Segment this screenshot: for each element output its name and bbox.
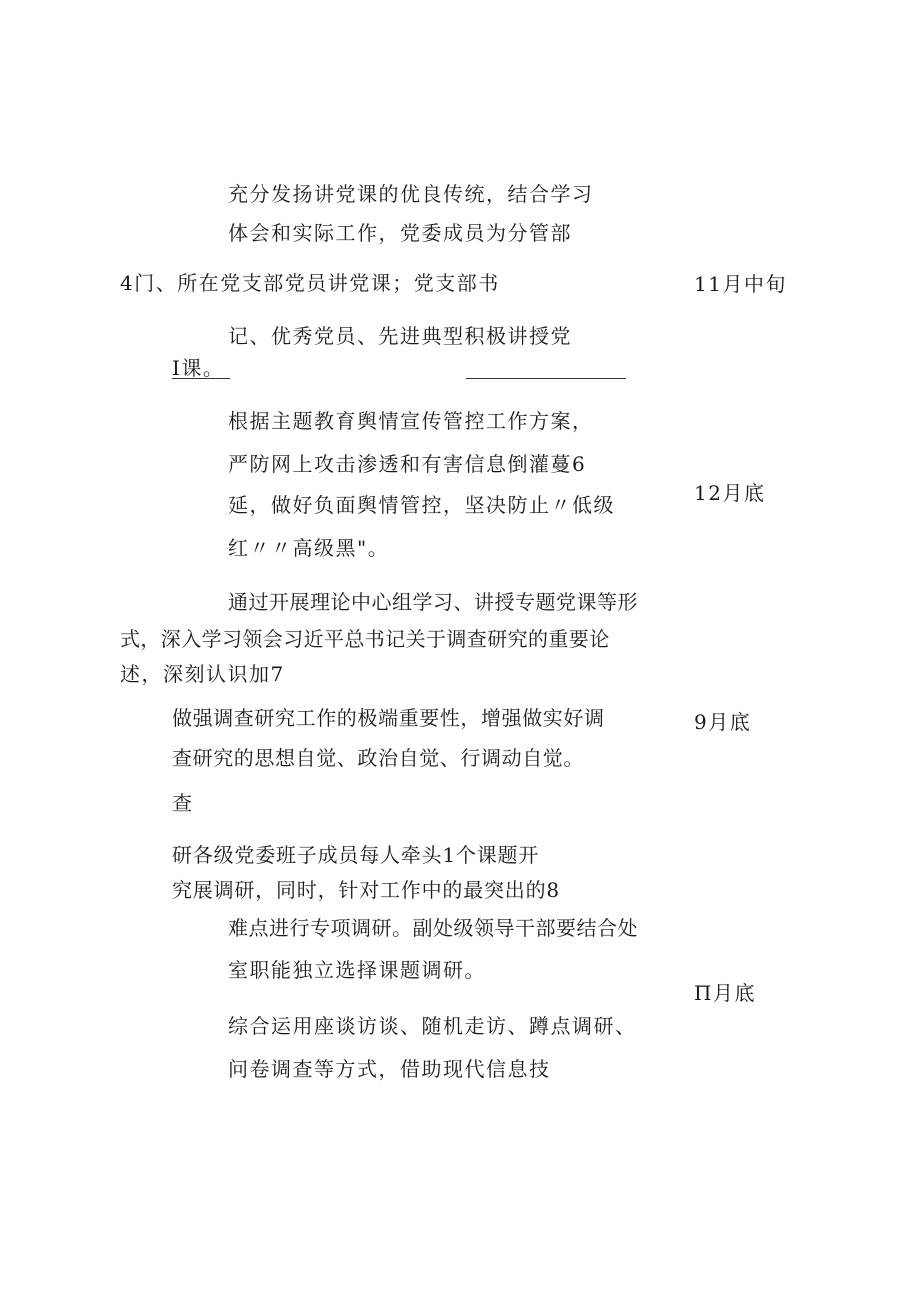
row2-line2: 严防网上攻击渗透和有害信息倒灌蔓6 [228, 452, 587, 476]
row3-line6: 查 [172, 791, 194, 815]
row2-line1: 根据主题教育舆情宣传管控工作方案， [228, 409, 594, 433]
row4-line6: 问卷调查等方式，借助现代信息技 [228, 1057, 551, 1081]
row4-line4: 室职能独立选择课题调研。 [228, 958, 486, 982]
row1-line4: 记、优秀党员、先进典型积极讲授党 [228, 324, 572, 348]
row2-line4: 红〃〃高级黑"。 [228, 536, 390, 560]
row4-line5: 综合运用座谈访谈、随机走访、蹲点调研、 [228, 1014, 637, 1038]
row3-line4: 做强调查研究工作的极端重要性，增强做实好调 [172, 706, 605, 730]
underline-long [466, 378, 626, 379]
row4-line2: 究展调研，同时，针对工作中的最突出的8 [172, 878, 560, 902]
row3-line5: 查研究的思想自觉、政治自觉、行调动自觉。 [172, 746, 584, 770]
row3-line3: 述，深刻认识加7 [120, 662, 285, 686]
row1-line5: I课。 [172, 356, 225, 380]
row3-line2: 式，深入学习领会习近平总书记关于调查研究的重要论 [120, 627, 610, 651]
underline-short [172, 378, 230, 379]
row4-date: Π月底 [694, 981, 756, 1005]
row2-date: 12月底 [694, 481, 766, 505]
row2-line3: 延，做好负面舆情管控，坚决防止〃低级 [228, 493, 615, 517]
row3-date: 9月底 [694, 710, 752, 734]
row1-line2: 体会和实际工作，党委成员为分管部 [228, 221, 572, 245]
row1-line1: 充分发扬讲党课的优良传统，结合学习 [228, 182, 594, 206]
row4-line1: 研各级党委班子成员每人牵头1个课题开 [172, 843, 540, 867]
row1-date: 11月中旬 [694, 272, 787, 296]
row4-line3: 难点进行专项调研。副处级领导干部要结合处 [228, 916, 638, 940]
row1-line3: 4门、所在党支部党员讲党课；党支部书 [120, 271, 500, 295]
row3-line1: 通过开展理论中心组学习、讲授专题党课等形 [228, 590, 638, 614]
